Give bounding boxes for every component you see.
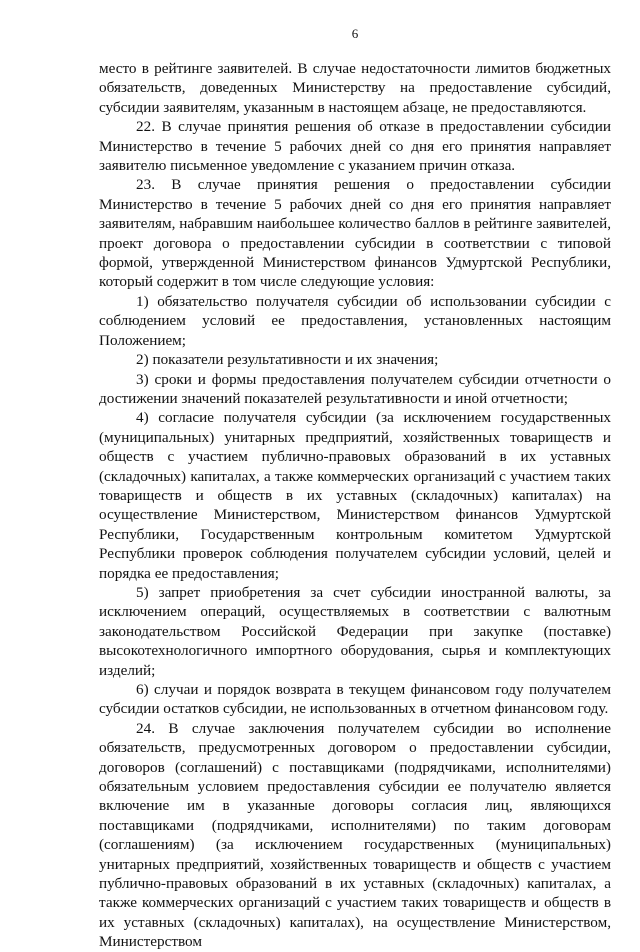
condition-2: 2) показатели результативности и их значения; bbox=[136, 351, 439, 369]
condition-6: 6) случаи и порядок возврата в текущем финансовом году получателем субсидии остатков субсидии, не использованных в отчетном финансовом году. bbox=[99, 681, 611, 718]
document-body bbox=[99, 59, 611, 952]
paragraph-continuation: место в рейтинге заявителей. В случае недостаточности лимитов бюджетных обязательств, доведенных Министерству на предоставление субсидий, субсидии заявителям, указанным в настоящем абзаце, не предоставляются. bbox=[99, 60, 611, 116]
paragraph-22: 22. В случае принятия решения об отказе в предоставлении субсидии Министерство в течение 5 рабочих дней со дня его принятия направляет заявителю письменное уведомление с указанием причин отказа. bbox=[99, 118, 611, 175]
condition-3: 3) сроки и формы предоставления получателем субсидии отчетности о достижении значений показателей результативности и иной отчетности; bbox=[99, 370, 611, 407]
condition-4: 4) согласие получателя субсидии (за исключением государственных (муниципальных) унитарных предприятий, хозяйственных товариществ и обществ с участием публично-правовых образований в их уставных (складочных) капиталах, а также коммерческих организаций с участием таких товариществ и обществ в их уставных (складочных) капиталах) на осуществление Министерством, Министерством финансов Удмуртской Республики, Государственным контрольным комитетом Удмуртской Республики проверок соблюдения получателем субсидии условий, целей и порядка ее предоставления; bbox=[99, 409, 611, 582]
paragraph-23: 23. В случае принятия решения о предоставлении субсидии Министерство в течение 5 рабочих дней со дня его принятия направляет заявителям, набравшим наибольшее количество баллов в рейтинге заявителей, проект договора о предоставлении субсидии в соответствии с типовой формой, утвержденной Министерством финансов Удмуртской Республики, который содержит в том числе следующие условия: bbox=[99, 176, 611, 291]
page-number: 6 bbox=[351, 26, 359, 41]
condition-1: 1) обязательство получателя субсидии об использовании субсидии с соблюдением условий ее предоставления, установленных настоящим Положением; bbox=[99, 292, 611, 349]
condition-5: 5) запрет приобретения за счет субсидии иностранной валюты, за исключением операций, осуществляемых в соответствии с валютным законодательством Российской Федерации при закупке (поставке) высокотехнологичного импортного оборудования, сырья и комплектующих изделий; bbox=[99, 583, 611, 679]
paragraph-24: 24. В случае заключения получателем субсидии во исполнение обязательств, предусмотренных договором о предоставлении субсидии, договоров (соглашений) с поставщиками (подрядчиками, исполнителями) обязательным условием предоставления субсидии ее получателю является включение им в указанные договоры согласия лиц, являющихся поставщиками (подрядчиками, исполнителями) по таким договорам (соглашениям) (за исключением государственных (муниципальных) унитарных предприятий, хозяйственных товариществ и обществ с участием публично-правовых образований в их уставных (складочных) капиталах, а также коммерческих организаций с участием таких товариществ и обществ в их уставных (складочных) капиталах), на осуществление Министерством, Министерством bbox=[99, 719, 611, 951]
